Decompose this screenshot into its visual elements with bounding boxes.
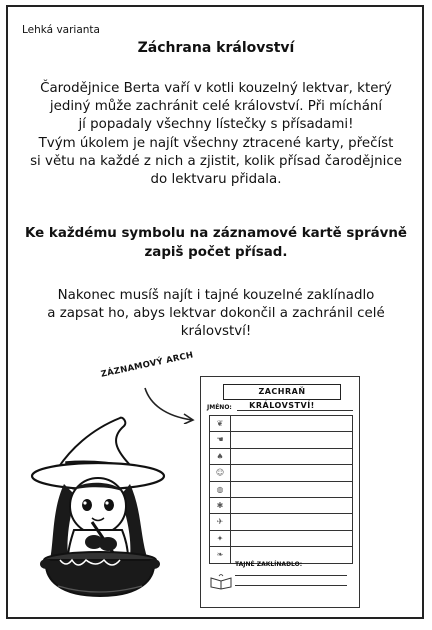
instruction-paragraph [20, 224, 412, 262]
hand-icon: ☚ [210, 432, 231, 447]
final-paragraph [20, 287, 412, 342]
final-line: a zapsat ho, abys lektvar dokončil a zachránil celé [47, 306, 385, 322]
intro-line: si větu na každé z nich a zjistit, kolik přísad čarodějnice [30, 153, 402, 169]
intro-line: Tvým úkolem je najít všechny ztracené karty, přečíst [38, 135, 394, 151]
witch-with-cauldron-illustration [30, 410, 180, 600]
record-sheet-label: ZÁZNAMOVÝ ARCH [100, 350, 195, 380]
name-label: JMÉNO: [207, 404, 232, 411]
final-line: království! [180, 324, 252, 340]
intro-line: Čarodějnice Berta vaří v kotli kouzelný lektvar, který [40, 81, 392, 96]
leaf-icon: ❧ [210, 547, 231, 562]
instruction-line: Ke každému symbolu na záznamové kartě správně [25, 226, 407, 241]
intro-line: do lektvaru přidala. [150, 172, 282, 188]
intro-line: jí popadaly všechny lístečky s přísadami! [78, 117, 354, 133]
wand-icon: ✦ [210, 531, 231, 546]
page-title: Záchrana království [137, 40, 295, 56]
intro-paragraph [20, 80, 412, 189]
spider-icon: ✱ [210, 498, 231, 513]
record-sheet-preview [200, 376, 360, 608]
secret-spell-line [235, 575, 347, 576]
secret-spell-line [235, 585, 347, 586]
ingredient-row [209, 464, 353, 480]
secret-spell-label: TAJNÉ ZAKLÍNADLO: [235, 561, 303, 568]
ingredient-row [209, 513, 353, 529]
feather-icon: ❦ [210, 416, 231, 431]
spellbook-icon [209, 572, 233, 590]
name-line [237, 410, 353, 411]
record-sheet-title: ZACHRAŇ KRÁLOVSTVÍ! [223, 384, 341, 400]
frog-icon: ☺ [210, 465, 231, 480]
variant-label: Lehká varianta [22, 24, 100, 36]
ingredient-row [209, 431, 353, 447]
instruction-line: zapiš počet přísad. [144, 245, 288, 260]
bat-icon: ✈ [210, 514, 231, 529]
intro-line: jediný může zachránit celé království. Při míchání [49, 99, 383, 115]
ingredient-row [209, 415, 353, 431]
final-line: Nakonec musíš najít i tajné kouzelné zaklínadlo [57, 288, 375, 303]
ingredient-row [209, 481, 353, 497]
mushroom-icon: ♠ [210, 449, 231, 464]
ingredient-row [209, 497, 353, 513]
ingredient-row [209, 530, 353, 546]
cauldron-icon: ◍ [210, 482, 231, 497]
ingredient-rows [209, 415, 353, 564]
ingredient-row [209, 448, 353, 464]
